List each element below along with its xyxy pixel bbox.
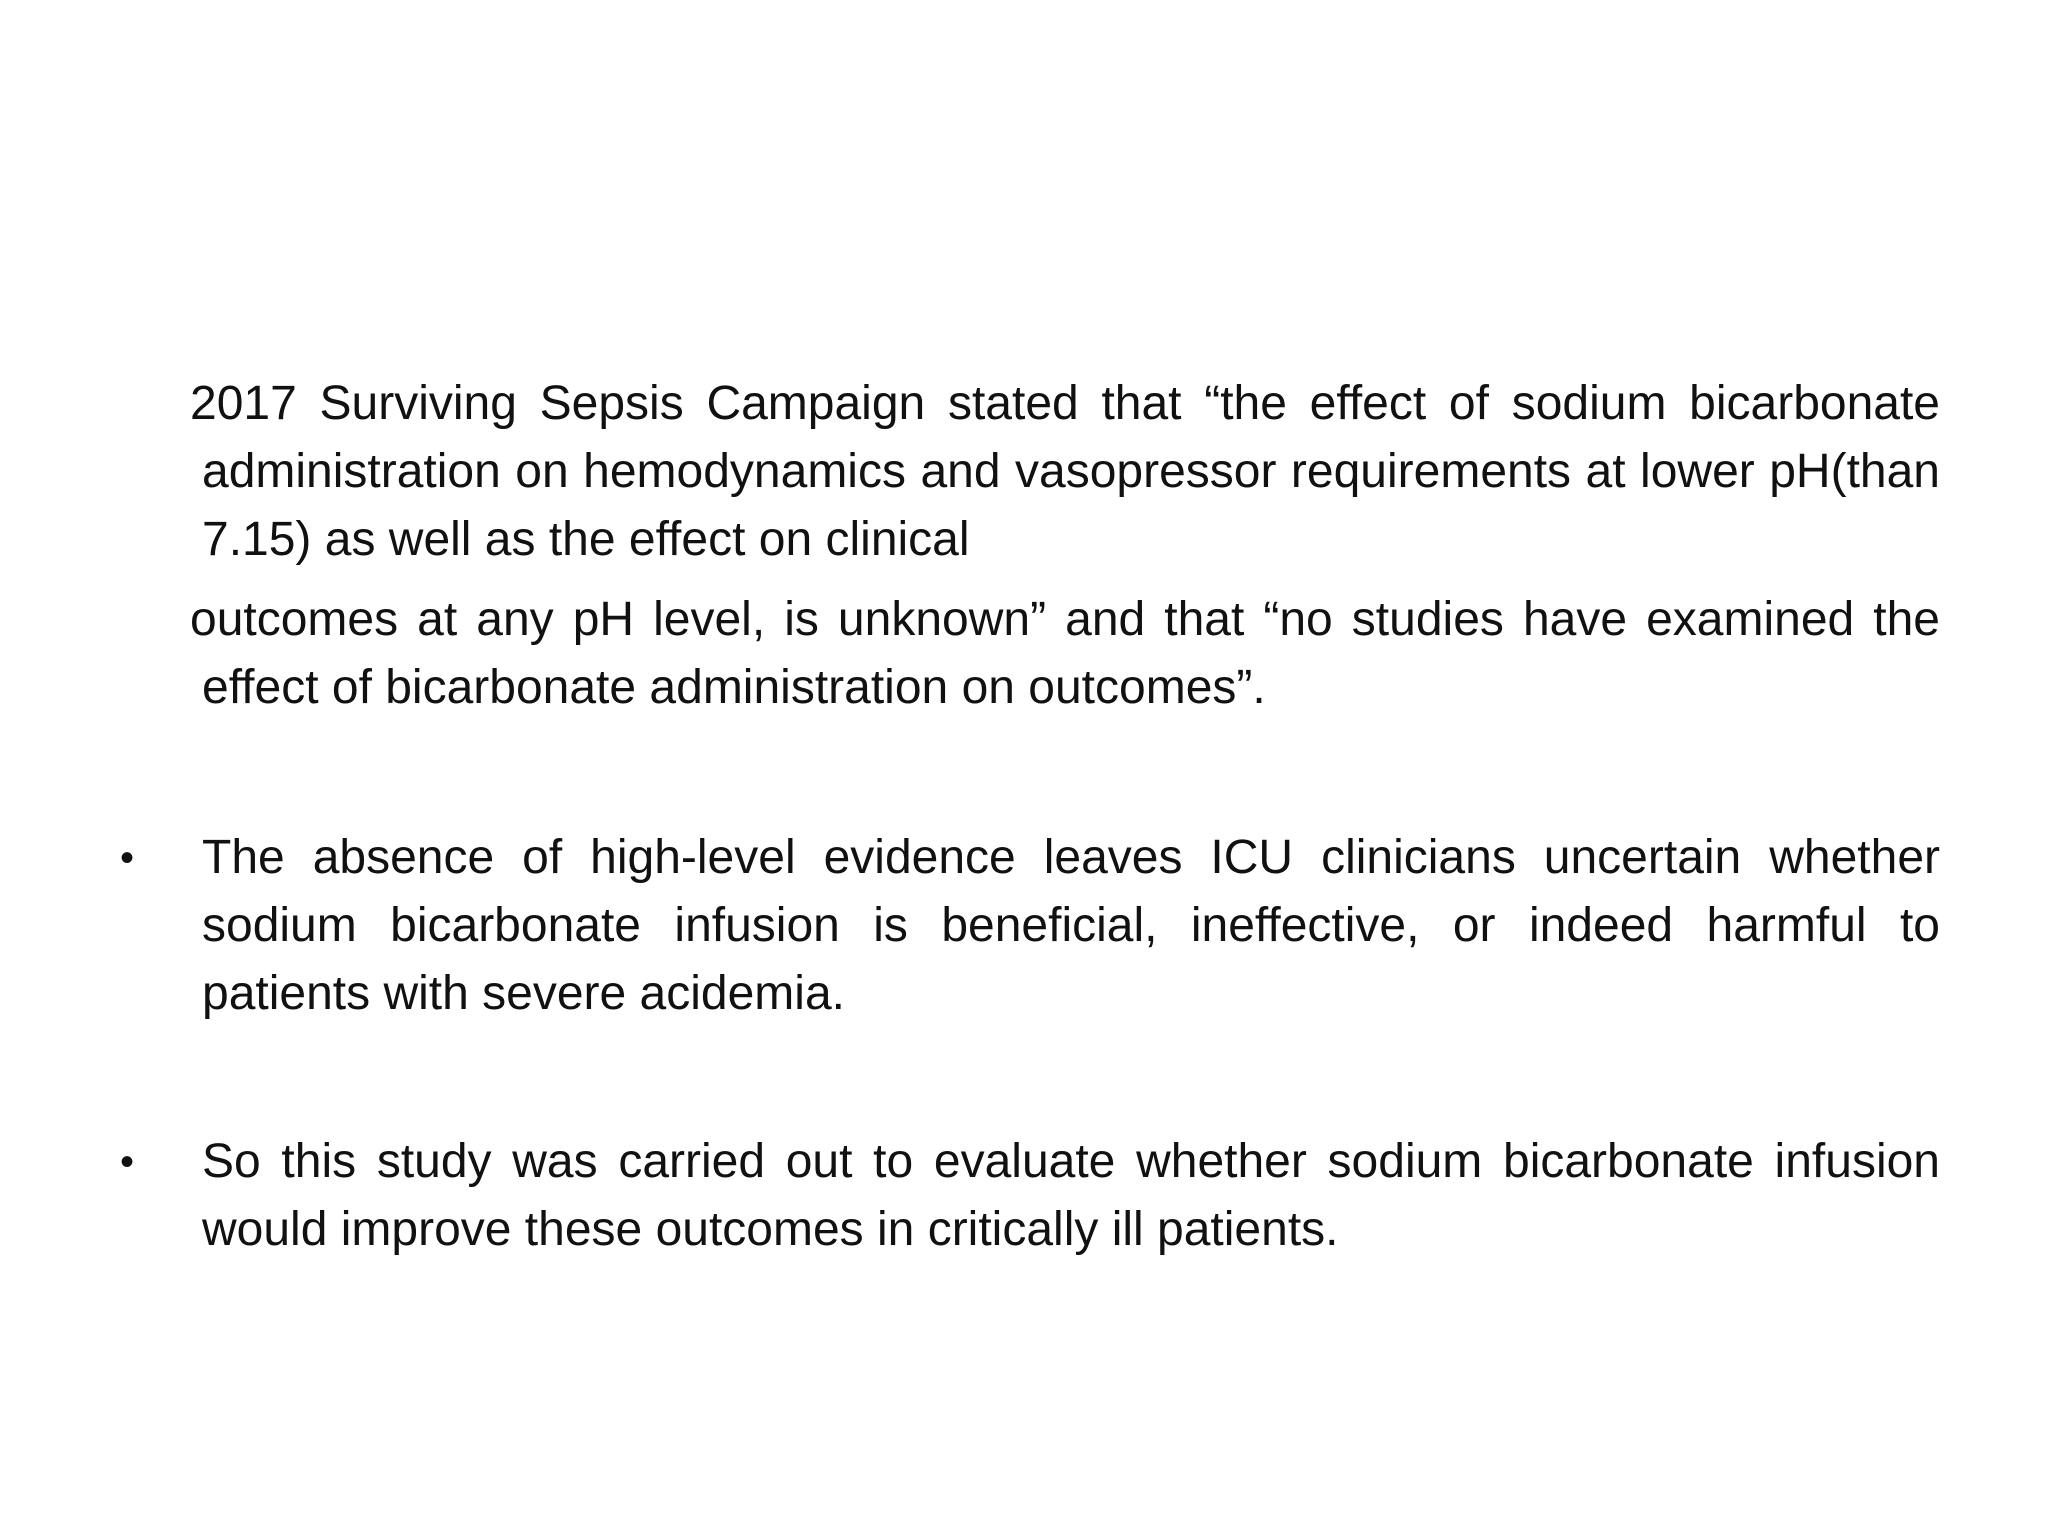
bullet-icon: • <box>120 836 135 880</box>
bullet-text: So this study was carried out to evaluate whether sodium bicarbonate infusion would improve these outcomes in critically ill patients. <box>202 1135 1940 1256</box>
bullet-icon: • <box>120 1140 135 1184</box>
intro-paragraph: 2017 Surviving Sepsis Campaign stated that “the effect of sodium bicarbonate administration on hemodynamics and vasopressor requirements at lower pH(than 7.15) as well as the effect on clinical <box>190 377 1940 566</box>
slide-body <box>120 370 1940 1264</box>
bullet-item <box>120 1128 1940 1264</box>
bullet-text: The absence of high-level evidence leaves ICU clinicians uncertain whether sodium bicarbonate infusion is beneficial, ineffective, or indeed harmful to patients with severe acidemia. <box>202 831 1940 1020</box>
intro-paragraph-continued: outcomes at any pH level, is unknown” and that “no studies have examined the effect of bicarbonate administration on outcomes”. <box>190 593 1940 714</box>
bullet-item <box>120 824 1940 1028</box>
